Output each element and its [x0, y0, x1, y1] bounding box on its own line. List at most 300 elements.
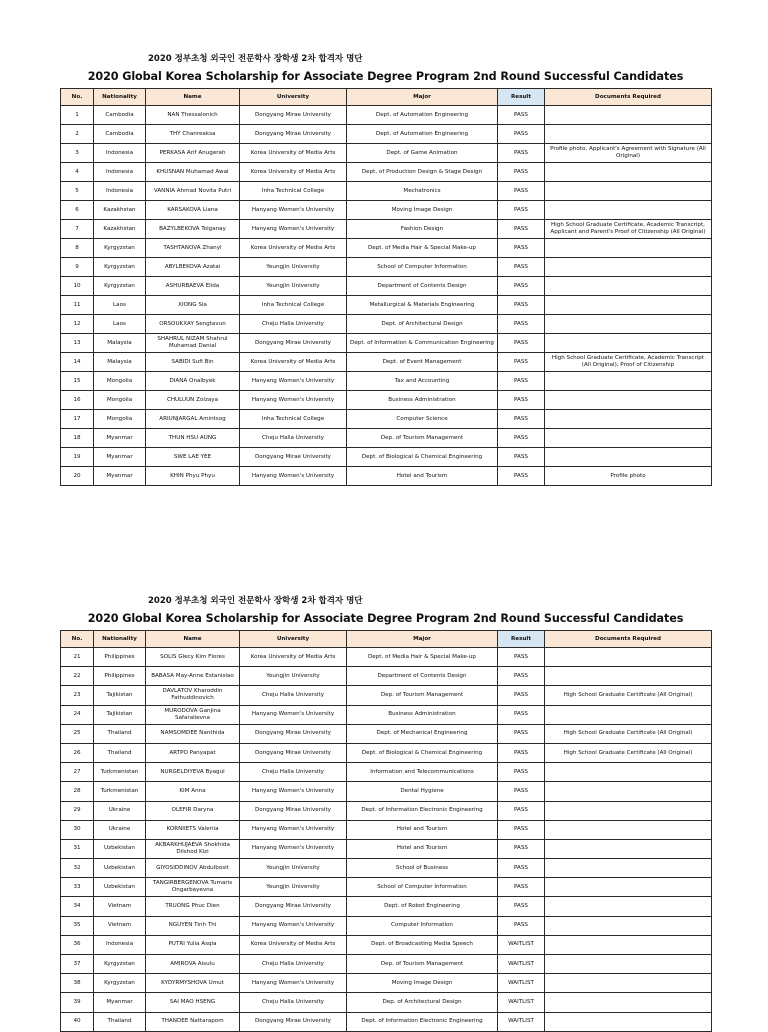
table-row — [61, 125, 712, 144]
cell-nationality: Uzbekistan — [94, 878, 146, 897]
cell-name: KYDYRMYSHOVA Umut — [146, 974, 240, 993]
cell-result: PASS — [498, 201, 545, 220]
cell-nationality: Indonesia — [94, 935, 146, 954]
cell-nationality: Cambodia — [94, 125, 146, 144]
cell-major: Hotel and Tourism — [347, 839, 498, 858]
table-row — [61, 448, 712, 467]
cell-documents-required — [545, 258, 712, 277]
cell-major: Fashion Design — [347, 220, 498, 239]
table-row — [61, 859, 712, 878]
cell-university: Hanyang Women's University — [240, 391, 347, 410]
cell-result: PASS — [498, 239, 545, 258]
cell-documents-required — [545, 782, 712, 801]
cell-major: Dept. of Media Hair & Special Make-up — [347, 648, 498, 667]
cell-university: Hanyang Women's University — [240, 220, 347, 239]
cell-name: KARSAKOVA Liana — [146, 201, 240, 220]
cell-major: Department of Contents Design — [347, 667, 498, 686]
table-row — [61, 144, 712, 163]
cell-no: 26 — [61, 743, 94, 762]
cell-nationality: Indonesia — [94, 163, 146, 182]
table-row — [61, 106, 712, 125]
cell-name: KHIN Phyu Phyu — [146, 467, 240, 486]
cell-major: Moving Image Design — [347, 974, 498, 993]
cell-university: Inha Technical College — [240, 182, 347, 201]
cell-nationality: Uzbekistan — [94, 859, 146, 878]
cell-university: Dongyang Mirae University — [240, 801, 347, 820]
cell-documents-required — [545, 1012, 712, 1031]
cell-major: Department of Contents Design — [347, 277, 498, 296]
cell-nationality: Tajikistan — [94, 705, 146, 724]
cell-documents-required — [545, 372, 712, 391]
cell-university: Hanyang Women's University — [240, 372, 347, 391]
cell-name: BABASA May-Anne Estanislao — [146, 667, 240, 686]
cell-documents-required: High School Graduate Certificate, Academic Transcript, Applicant and Parent's Proof of Citizenship (All Original) — [545, 220, 712, 239]
english-title: 2020 Global Korea Scholarship for Associate Degree Program 2nd Round Successful Candidates — [87, 70, 684, 83]
cell-documents-required — [545, 820, 712, 839]
header-result: Result — [498, 89, 545, 106]
cell-result: PASS — [498, 296, 545, 315]
table-row — [61, 391, 712, 410]
cell-name: SWE LAE YEE — [146, 448, 240, 467]
cell-name: ARTPO Panyapat — [146, 743, 240, 762]
cell-name: SABIDI Sufi Bin — [146, 353, 240, 372]
table-row — [61, 201, 712, 220]
table-row — [61, 353, 712, 372]
cell-university: Yeungjin University — [240, 277, 347, 296]
cell-name: PUTRI Yulia Asqia — [146, 935, 240, 954]
cell-name: GIYOSIDDINOV Abdulbosit — [146, 859, 240, 878]
cell-university: Hanyang Women's University — [240, 467, 347, 486]
cell-name: DIANA Onalbyek — [146, 372, 240, 391]
cell-result: WAITLIST — [498, 935, 545, 954]
cell-documents-required — [545, 334, 712, 353]
scholarship-list-page-1 — [60, 52, 711, 486]
cell-major: Computer Information — [347, 916, 498, 935]
cell-nationality: Ukraine — [94, 801, 146, 820]
cell-result: PASS — [498, 315, 545, 334]
cell-university: Cheju Halla University — [240, 763, 347, 782]
cell-nationality: Vietnam — [94, 916, 146, 935]
cell-result: PASS — [498, 763, 545, 782]
cell-no: 4 — [61, 163, 94, 182]
cell-major: Dep. of Tourism Management — [347, 686, 498, 705]
cell-no: 18 — [61, 429, 94, 448]
cell-name: DAVLATOV Kharoddin Fathuddinovich — [146, 686, 240, 705]
cell-name: VANNIA Ahmad Novita Putri — [146, 182, 240, 201]
cell-nationality: Turkmenistan — [94, 782, 146, 801]
cell-name: THUN HSU AUNG — [146, 429, 240, 448]
cell-documents-required — [545, 410, 712, 429]
table-body — [61, 648, 712, 1032]
korean-title: 2020 정부초청 외국인 전문학사 장학생 2차 합격자 명단 — [148, 54, 363, 64]
cell-documents-required — [545, 801, 712, 820]
table-row — [61, 763, 712, 782]
cell-result: PASS — [498, 258, 545, 277]
table-row — [61, 277, 712, 296]
cell-major: Dept. of Production Design & Stage Design — [347, 163, 498, 182]
header-documents-required: Documents Required — [545, 631, 712, 648]
cell-name: AMIROVA Aisulu — [146, 955, 240, 974]
table-header-row — [61, 631, 712, 648]
table-row — [61, 467, 712, 486]
cell-university: Korea University of Media Arts — [240, 648, 347, 667]
cell-major: School of Computer Information — [347, 258, 498, 277]
cell-no: 33 — [61, 878, 94, 897]
cell-university: Dongyang Mirae University — [240, 743, 347, 762]
cell-documents-required — [545, 974, 712, 993]
header-name: Name — [146, 631, 240, 648]
table-row — [61, 974, 712, 993]
cell-no: 6 — [61, 201, 94, 220]
cell-major: Business Administration — [347, 391, 498, 410]
cell-name: THANDEE Nattarapom — [146, 1012, 240, 1031]
cell-name: CHULUUN Zolzaya — [146, 391, 240, 410]
cell-documents-required — [545, 163, 712, 182]
cell-nationality: Myanmar — [94, 993, 146, 1012]
cell-name: AKBARKHUJAEVA Shokhida Dilshod Kizi — [146, 839, 240, 858]
cell-no: 28 — [61, 782, 94, 801]
cell-result: PASS — [498, 220, 545, 239]
cell-no: 38 — [61, 974, 94, 993]
table-row — [61, 239, 712, 258]
cell-no: 37 — [61, 955, 94, 974]
table-row — [61, 878, 712, 897]
cell-major: School of Computer Information — [347, 878, 498, 897]
cell-nationality: Myanmar — [94, 467, 146, 486]
cell-major: Dep. of Tourism Management — [347, 429, 498, 448]
header-major: Major — [347, 631, 498, 648]
table-row — [61, 705, 712, 724]
cell-name: NGUYEN Tinh Thi — [146, 916, 240, 935]
cell-result: PASS — [498, 897, 545, 916]
cell-no: 5 — [61, 182, 94, 201]
cell-no: 17 — [61, 410, 94, 429]
cell-name: TANGIRBERGENOVA Tumaris Ongarbayevna — [146, 878, 240, 897]
cell-nationality: Ukraine — [94, 820, 146, 839]
cell-no: 40 — [61, 1012, 94, 1031]
cell-documents-required — [545, 239, 712, 258]
header-name: Name — [146, 89, 240, 106]
cell-nationality: Kyrgyzstan — [94, 974, 146, 993]
cell-university: Cheju Halla University — [240, 686, 347, 705]
cell-major: Dept. of Robot Engineering — [347, 897, 498, 916]
cell-no: 39 — [61, 993, 94, 1012]
cell-nationality: Turkmenistan — [94, 763, 146, 782]
cell-university: Cheju Halla University — [240, 429, 347, 448]
cell-no: 20 — [61, 467, 94, 486]
cell-name: KHUSNAN Muhamad Awal — [146, 163, 240, 182]
cell-documents-required — [545, 839, 712, 858]
cell-name: TRUONG Phuc Dien — [146, 897, 240, 916]
cell-documents-required — [545, 429, 712, 448]
cell-result: PASS — [498, 448, 545, 467]
cell-major: Dental Hygiene — [347, 782, 498, 801]
cell-documents-required — [545, 125, 712, 144]
cell-result: PASS — [498, 839, 545, 858]
cell-no: 21 — [61, 648, 94, 667]
cell-documents-required — [545, 448, 712, 467]
cell-university: Yeungjin University — [240, 258, 347, 277]
table-row — [61, 296, 712, 315]
cell-result: PASS — [498, 277, 545, 296]
cell-documents-required — [545, 648, 712, 667]
cell-name: OLEFIR Daryna — [146, 801, 240, 820]
cell-name: KIM Anna — [146, 782, 240, 801]
table-row — [61, 782, 712, 801]
cell-major: Dept. of Mechanical Engineering — [347, 724, 498, 743]
cell-no: 23 — [61, 686, 94, 705]
cell-no: 34 — [61, 897, 94, 916]
cell-result: PASS — [498, 467, 545, 486]
cell-university: Korea University of Media Arts — [240, 239, 347, 258]
cell-no: 35 — [61, 916, 94, 935]
cell-name: ORSOUKXAY Sengtavun — [146, 315, 240, 334]
table-row — [61, 667, 712, 686]
cell-documents-required — [545, 955, 712, 974]
cell-nationality: Laos — [94, 296, 146, 315]
table-row — [61, 258, 712, 277]
cell-result: PASS — [498, 648, 545, 667]
cell-documents-required — [545, 296, 712, 315]
cell-nationality: Mongolia — [94, 410, 146, 429]
cell-documents-required — [545, 993, 712, 1012]
cell-result: PASS — [498, 916, 545, 935]
table-row — [61, 724, 712, 743]
cell-result: PASS — [498, 106, 545, 125]
cell-major: Dept. of Information Electronic Engineering — [347, 801, 498, 820]
cell-major: Dept. of Information Electronic Engineering — [347, 1012, 498, 1031]
table-row — [61, 686, 712, 705]
header-nationality: Nationality — [94, 631, 146, 648]
scholarship-list-page-2 — [60, 594, 711, 1032]
cell-documents-required — [545, 277, 712, 296]
cell-major: School of Business — [347, 859, 498, 878]
cell-university: Dongyang Mirae University — [240, 334, 347, 353]
cell-result: PASS — [498, 372, 545, 391]
table-row — [61, 163, 712, 182]
cell-result: PASS — [498, 125, 545, 144]
cell-name: TASHTANOVA Zhanyl — [146, 239, 240, 258]
cell-result: PASS — [498, 391, 545, 410]
cell-name: ASHURBAEVA Elida — [146, 277, 240, 296]
table-row — [61, 955, 712, 974]
cell-university: Dongyang Mirae University — [240, 897, 347, 916]
table-row — [61, 648, 712, 667]
cell-major: Dept. of Automation Engineering — [347, 125, 498, 144]
cell-university: Dongyang Mirae University — [240, 448, 347, 467]
cell-documents-required — [545, 705, 712, 724]
cell-university: Korea University of Media Arts — [240, 353, 347, 372]
header-university: University — [240, 631, 347, 648]
cell-no: 16 — [61, 391, 94, 410]
cell-result: PASS — [498, 878, 545, 897]
cell-major: Dept. of Biological & Chemical Engineering — [347, 743, 498, 762]
table-row — [61, 897, 712, 916]
table-row — [61, 410, 712, 429]
cell-name: NAMSOMDEE Nanthida — [146, 724, 240, 743]
cell-nationality: Philippines — [94, 667, 146, 686]
cell-university: Korea University of Media Arts — [240, 163, 347, 182]
cell-documents-required — [545, 897, 712, 916]
cell-university: Dongyang Mirae University — [240, 724, 347, 743]
cell-university: Yeungjin University — [240, 667, 347, 686]
cell-nationality: Kyrgyzstan — [94, 955, 146, 974]
table-row — [61, 182, 712, 201]
cell-university: Yeungjin University — [240, 859, 347, 878]
cell-documents-required: High School Graduate Certificate, Academic Transcript (All Original), Proof of Citizenship — [545, 353, 712, 372]
cell-result: PASS — [498, 782, 545, 801]
cell-university: Hanyang Women's University — [240, 974, 347, 993]
cell-result: PASS — [498, 163, 545, 182]
cell-nationality: Cambodia — [94, 106, 146, 125]
cell-result: PASS — [498, 801, 545, 820]
cell-result: WAITLIST — [498, 955, 545, 974]
cell-no: 1 — [61, 106, 94, 125]
cell-name: ARIUNJARGAL Amintsog — [146, 410, 240, 429]
cell-documents-required — [545, 878, 712, 897]
cell-nationality: Mongolia — [94, 372, 146, 391]
table-row — [61, 334, 712, 353]
cell-result: PASS — [498, 859, 545, 878]
cell-no: 24 — [61, 705, 94, 724]
cell-name: PERKASA Arif Anugerah — [146, 144, 240, 163]
table-row — [61, 315, 712, 334]
cell-name: XIONG Sia — [146, 296, 240, 315]
cell-major: Mechatronics — [347, 182, 498, 201]
table-row — [61, 993, 712, 1012]
cell-documents-required — [545, 106, 712, 125]
cell-major: Dept. of Event Management — [347, 353, 498, 372]
cell-nationality: Philippines — [94, 648, 146, 667]
cell-major: Metallurgical & Materials Engineering — [347, 296, 498, 315]
cell-no: 27 — [61, 763, 94, 782]
cell-name: BAZYLBEKOVA Tolganay — [146, 220, 240, 239]
cell-no: 2 — [61, 125, 94, 144]
cell-documents-required: High School Graduate Certificate (All Original) — [545, 686, 712, 705]
cell-result: PASS — [498, 144, 545, 163]
cell-result: PASS — [498, 429, 545, 448]
cell-major: Dep. of Architectural Design — [347, 993, 498, 1012]
cell-result: PASS — [498, 182, 545, 201]
cell-major: Dept. of Biological & Chemical Engineering — [347, 448, 498, 467]
cell-nationality: Kyrgyzstan — [94, 258, 146, 277]
cell-name: NAN Thessalonich — [146, 106, 240, 125]
cell-documents-required: Profile photo — [545, 467, 712, 486]
cell-university: Hanyang Women's University — [240, 782, 347, 801]
cell-name: SHAHRUL NIZAM Shahrul Muhamad Danial — [146, 334, 240, 353]
cell-result: WAITLIST — [498, 993, 545, 1012]
cell-name: ABYLBEKOVA Azatai — [146, 258, 240, 277]
cell-name: SAI MAO HSENG — [146, 993, 240, 1012]
cell-result: PASS — [498, 410, 545, 429]
header-documents-required: Documents Required — [545, 89, 712, 106]
table-row — [61, 801, 712, 820]
table-header-row — [61, 89, 712, 106]
cell-university: Hanyang Women's University — [240, 839, 347, 858]
cell-major: Dept. of Information & Communication Engineering — [347, 334, 498, 353]
cell-nationality: Malaysia — [94, 334, 146, 353]
cell-major: Dept. of Game Animation — [347, 144, 498, 163]
table-row — [61, 429, 712, 448]
cell-nationality: Thailand — [94, 743, 146, 762]
cell-result: PASS — [498, 353, 545, 372]
cell-result: PASS — [498, 724, 545, 743]
cell-no: 13 — [61, 334, 94, 353]
cell-name: SOLIS Glecy Kim Flores — [146, 648, 240, 667]
table-body — [61, 106, 712, 486]
header-nationality: Nationality — [94, 89, 146, 106]
cell-no: 3 — [61, 144, 94, 163]
cell-documents-required: Profile photo, Applicant's Agreement with Signature (All Original) — [545, 144, 712, 163]
cell-major: Computer Science — [347, 410, 498, 429]
cell-major: Hotel and Tourism — [347, 820, 498, 839]
cell-result: PASS — [498, 334, 545, 353]
cell-university: Yeungjin University — [240, 878, 347, 897]
cell-nationality: Kazakhstan — [94, 201, 146, 220]
cell-documents-required — [545, 667, 712, 686]
korean-title: 2020 정부초청 외국인 전문학사 장학생 2차 합격자 명단 — [148, 596, 363, 606]
cell-nationality: Indonesia — [94, 144, 146, 163]
cell-no: 36 — [61, 935, 94, 954]
table-row — [61, 743, 712, 762]
cell-major: Tax and Accounting — [347, 372, 498, 391]
header-result: Result — [498, 631, 545, 648]
cell-no: 12 — [61, 315, 94, 334]
cell-nationality: Thailand — [94, 724, 146, 743]
cell-result: WAITLIST — [498, 974, 545, 993]
cell-nationality: Laos — [94, 315, 146, 334]
cell-nationality: Malaysia — [94, 353, 146, 372]
cell-nationality: Kyrgyzstan — [94, 277, 146, 296]
cell-university: Cheju Halla University — [240, 993, 347, 1012]
table-row — [61, 1012, 712, 1031]
cell-result: PASS — [498, 743, 545, 762]
cell-major: Dept. of Architectural Design — [347, 315, 498, 334]
table-row — [61, 820, 712, 839]
cell-documents-required — [545, 391, 712, 410]
cell-documents-required — [545, 201, 712, 220]
cell-university: Hanyang Women's University — [240, 916, 347, 935]
cell-no: 11 — [61, 296, 94, 315]
cell-documents-required: High School Graduate Certificate (All Original) — [545, 724, 712, 743]
cell-university: Inha Technical College — [240, 296, 347, 315]
header-university: University — [240, 89, 347, 106]
header-no: No. — [61, 89, 94, 106]
cell-nationality: Uzbekistan — [94, 839, 146, 858]
cell-no: 22 — [61, 667, 94, 686]
cell-university: Inha Technical College — [240, 410, 347, 429]
cell-major: Hotel and Tourism — [347, 467, 498, 486]
cell-major: Information and Telecommunications — [347, 763, 498, 782]
table-row — [61, 916, 712, 935]
cell-university: Hanyang Women's University — [240, 201, 347, 220]
cell-no: 31 — [61, 839, 94, 858]
cell-major: Dept. of Broadcasting Media Speech — [347, 935, 498, 954]
cell-documents-required — [545, 315, 712, 334]
table-row — [61, 935, 712, 954]
table-row — [61, 220, 712, 239]
cell-university: Dongyang Mirae University — [240, 125, 347, 144]
english-title: 2020 Global Korea Scholarship for Associate Degree Program 2nd Round Successful Candidates — [87, 612, 684, 625]
candidates-table — [60, 630, 712, 1032]
cell-no: 7 — [61, 220, 94, 239]
cell-name: NURGELDIYEVA Byagul — [146, 763, 240, 782]
cell-university: Dongyang Mirae University — [240, 106, 347, 125]
cell-no: 30 — [61, 820, 94, 839]
cell-nationality: Kazakhstan — [94, 220, 146, 239]
cell-result: PASS — [498, 686, 545, 705]
cell-university: Korea University of Media Arts — [240, 935, 347, 954]
